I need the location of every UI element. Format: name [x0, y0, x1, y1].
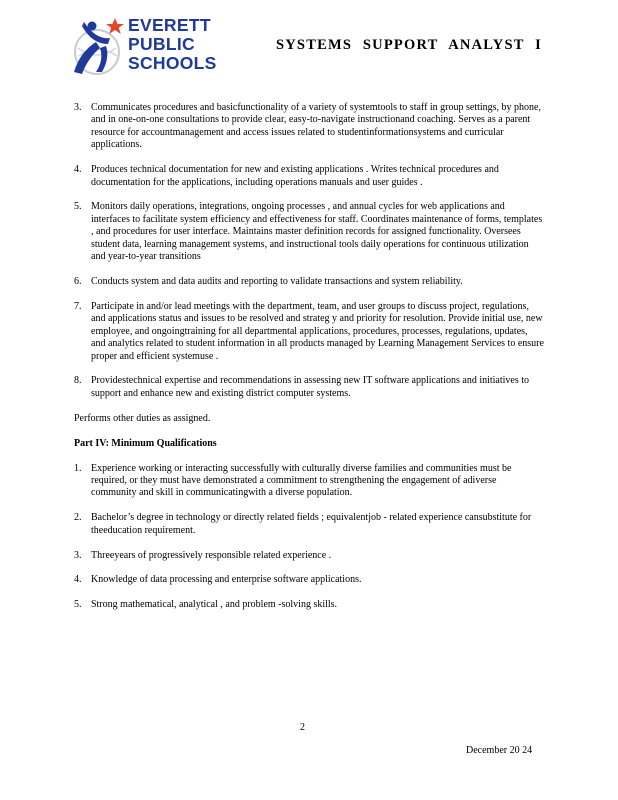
- list-item: [74, 375, 544, 400]
- other-duties-text: Performs other duties as assigned.: [74, 412, 211, 424]
- logo-figure-icon: [70, 12, 130, 80]
- document-title: SYSTEMS SUPPORT ANALYST I: [276, 37, 543, 53]
- item-text: Bachelor’s degree in technology or directly related fields ; equivalentjob - related experience cansubstitute for theeducation requirement.: [91, 512, 532, 536]
- duties-list: [74, 102, 544, 400]
- item-text: Strong mathematical, analytical , and problem -solving skills.: [91, 599, 338, 611]
- list-item: [74, 574, 544, 586]
- item-text: Experience working or interacting successfully with culturally diverse families and communities must be required, or they must have demonstrated a commitment to strengthening the engagement of adiverse community and skill in communicatingwith a diverse population.: [91, 462, 512, 499]
- list-item: [74, 164, 544, 189]
- item-number: 4.: [74, 574, 82, 586]
- item-number: 3.: [74, 102, 82, 113]
- item-text: Conducts system and data audits and reporting to validate transactions and system reliability.: [91, 275, 463, 287]
- list-item: [74, 276, 544, 288]
- item-text: Knowledge of data processing and enterprise software applications.: [91, 574, 362, 586]
- item-number: 3.: [74, 549, 82, 561]
- item-number: 1.: [74, 462, 82, 474]
- footer-date: December 20 24: [466, 745, 533, 756]
- item-number: 8.: [74, 375, 82, 387]
- list-item: [74, 102, 544, 152]
- list-item: [74, 512, 544, 537]
- item-text: Threeyears of progressively responsible related experience .: [91, 549, 332, 561]
- qualifications-list: [74, 463, 544, 612]
- item-number: 7.: [74, 300, 82, 312]
- list-item: [74, 599, 544, 611]
- section-heading: Part IV: Minimum Qualifications: [74, 437, 217, 449]
- list-item: [74, 463, 544, 500]
- item-number: 6.: [74, 275, 82, 287]
- item-text: Monitors daily operations, integrations, ongoing processes , and annual cycles for web applications and interfaces to facilitate system efficiency and effectiveness for staff. Coordinates maintenance of forms, templates , and procedures for user interface. Maintains master definition records for assigned functionality. Oversees student data, learning management systems, and instructional tools daily operations for continuous utilization and year-to-year transitions: [91, 201, 543, 263]
- item-number: 4.: [74, 164, 82, 176]
- document-body: [74, 102, 544, 624]
- item-text: Produces technical documentation for new and existing applications . Writes technical procedures and documentation for the applications, including operations manuals and user guides .: [91, 164, 499, 188]
- list-item: [74, 550, 544, 562]
- item-number: 2.: [74, 512, 82, 524]
- item-text: Communicates procedures and basicfunctionality of a variety of systemtools to staff in group settings, by phone, and in one-on-one consultations to provide clear, easy-to-navigate instructionand coaching. Serves as a parent resource for accountmanagement and access issues related to studentinformationsystems and curricular applications.: [91, 102, 541, 151]
- logo-line-2: PUBLIC: [128, 34, 195, 54]
- item-number: 5.: [74, 599, 82, 611]
- logo-line-3: SCHOOLS: [128, 53, 217, 73]
- logo-line-1: EVERETT: [128, 15, 211, 35]
- item-text: Providestechnical expertise and recommendations in assessing new IT software applications and initiatives to support and enhance new and existing district computer systems.: [91, 375, 530, 399]
- list-item: [74, 301, 544, 363]
- item-number: 5.: [74, 201, 82, 213]
- list-item: [74, 201, 544, 263]
- page-number: 2: [300, 722, 305, 733]
- item-text: Participate in and/or lead meetings with the department, team, and user groups to discuss project, regulations, and applications status and issues to be resolved and strateg y and priority for resolution. Provide initial use, new employee, and ongoingtraining for all departmental applications, procedures, processes, regulations, updates, and analytics related to student information in all products managed by Learning Management Services to ensure proper and efficient systemuse .: [91, 300, 544, 362]
- logo-text: [128, 16, 217, 73]
